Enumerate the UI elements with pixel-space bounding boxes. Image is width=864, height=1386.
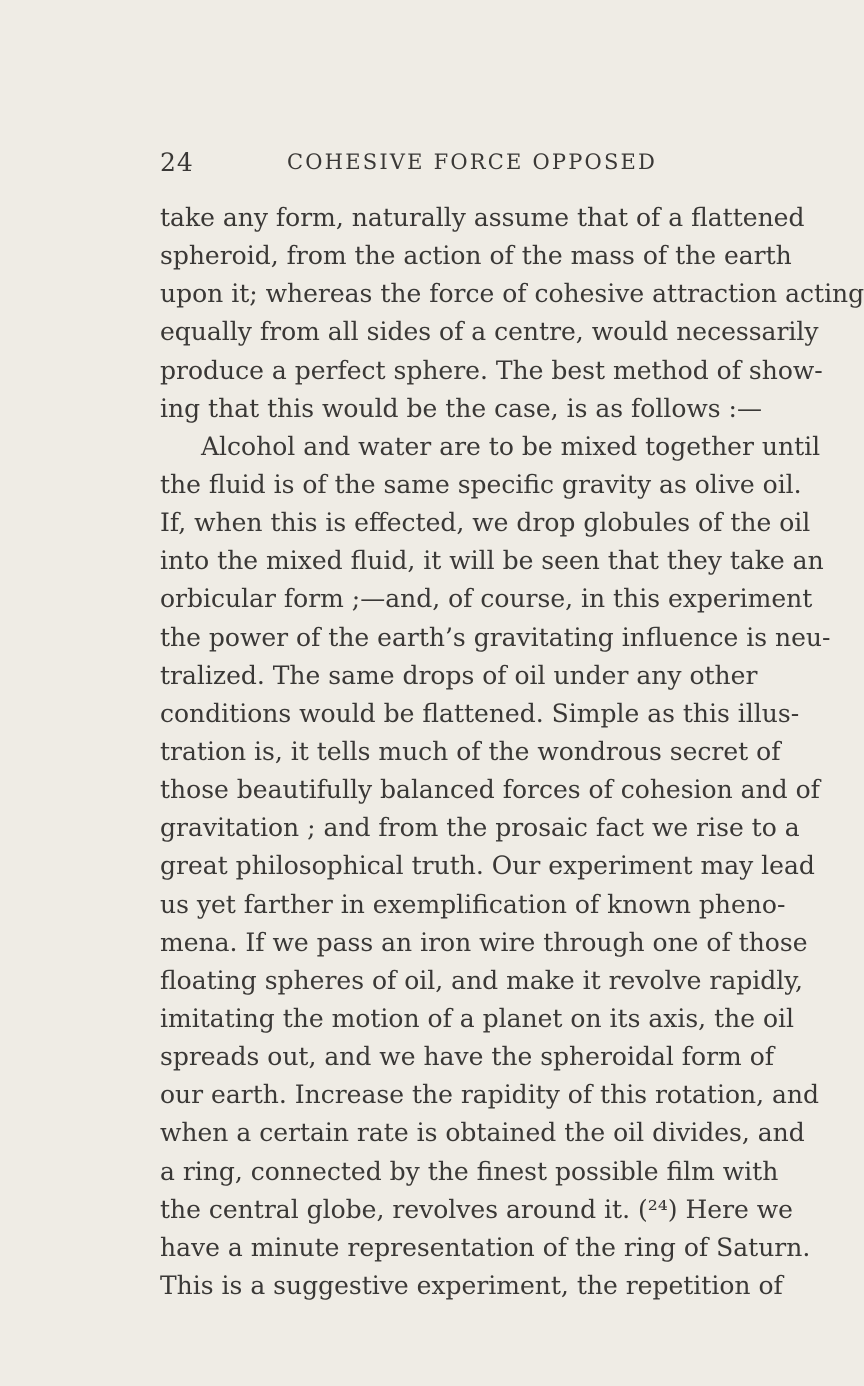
page-header — [160, 148, 760, 184]
text-line: equally from all sides of a centre, would necessarily — [160, 317, 819, 347]
text-line: Alcohol and water are to be mixed together until — [201, 431, 821, 461]
page-number: 24 — [160, 148, 194, 177]
body-text — [160, 199, 864, 1305]
text-line: upon it; whereas the force of cohesive attraction acting — [160, 279, 864, 309]
text-line: the central globe, revolves around it. (²⁴) Here we — [160, 1194, 793, 1224]
text-line: orbicular form ;—and, of course, in this experiment — [160, 584, 813, 614]
text-line: us yet farther in exemplification of known pheno- — [160, 889, 786, 919]
text-line: when a certain rate is obtained the oil divides, and — [160, 1118, 805, 1148]
text-line: tralized. The same drops of oil under any other — [160, 660, 758, 690]
text-line: spheroid, from the action of the mass of the earth — [160, 241, 792, 271]
text-line: spreads out, and we have the spheroidal form of — [160, 1042, 775, 1072]
text-line: tration is, it tells much of the wondrous secret of — [160, 736, 781, 766]
text-line: floating spheres of oil, and make it revolve rapidly, — [160, 965, 803, 995]
text-line: imitating the motion of a planet on its axis, the oil — [160, 1003, 794, 1033]
running-head: COHESIVE FORCE OPPOSED — [287, 150, 658, 174]
text-line: produce a perfect sphere. The best method of show- — [160, 355, 823, 385]
text-line: If, when this is effected, we drop globules of the oil — [160, 508, 811, 538]
text-line: great philosophical truth. Our experiment may lead — [160, 851, 815, 881]
text-line: our earth. Increase the rapidity of this rotation, and — [160, 1080, 820, 1110]
text-line: have a minute representation of the ring of Saturn. — [160, 1232, 811, 1262]
text-line: those beautifully balanced forces of cohesion and of — [160, 775, 820, 805]
text-line: a ring, connected by the finest possible film with — [160, 1156, 779, 1186]
text-line: gravitation ; and from the prosaic fact we rise to a — [160, 813, 800, 843]
text-line: take any form, naturally assume that of a flattened — [160, 203, 805, 232]
text-line: This is a suggestive experiment, the repetition of — [160, 1270, 783, 1300]
text-line: mena. If we pass an iron wire through one of those — [160, 927, 808, 957]
text-line: conditions would be flattened. Simple as this illus- — [160, 698, 800, 728]
text-line: the power of the earth’s gravitating influence is neu- — [160, 622, 831, 652]
text-line: into the mixed fluid, it will be seen that they take an — [160, 546, 824, 576]
text-line: the fluid is of the same specific gravity as olive oil. — [160, 469, 802, 499]
text-line: ing that this would be the case, is as follows :— — [160, 393, 762, 423]
